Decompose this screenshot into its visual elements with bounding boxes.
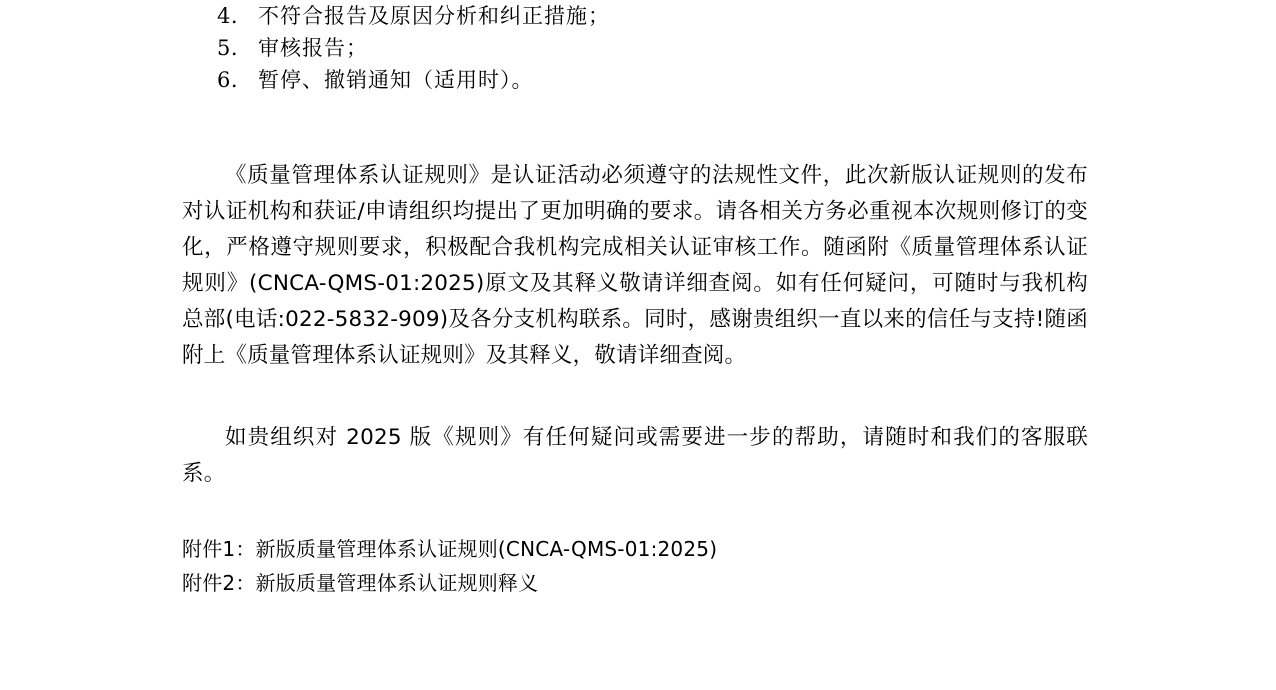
paragraph-support-contact: 如贵组织对 2025 版《规则》有任何疑问或需要进一步的帮助，请随时和我们的客服联系。 [182,425,1088,486]
spacer [182,96,1088,158]
attachment-item: 附件2：新版质量管理体系认证规则释义 [182,571,539,595]
document-body [182,0,1088,600]
list-item-number: 6. [216,68,238,92]
numbered-list [182,0,1088,96]
list-item [182,32,1088,64]
list-item-number: 5. [216,36,238,60]
attachment-item: 附件1：新版质量管理体系认证规则(CNCA-QMS-01:2025) [182,537,718,561]
spacer [182,492,1088,532]
attachment-list [182,532,1088,600]
list-item-number: 4. [216,4,238,28]
list-item [182,64,1088,96]
list-item-label: 审核报告； [258,36,368,60]
list-item-label: 暂停、撤销通知（适用时）。 [258,68,534,92]
paragraph-rules-intro: 《质量管理体系认证规则》是认证活动必须遵守的法规性文件，此次新版认证规则的发布对认证机构和获证/申请组织均提出了更加明确的要求。请各相关方务必重视本次规则修订的变化，严格遵守规则要求，积极配合我机构完成相关认证审核工作。随函附《质量管理体系认证规则》(CNCA-QMS-01:2025)原文及其释义敬请详细查阅。如有任何疑问，可随时与我机构总部(电话:022-5832-909)及各分支机构联系。同时，感谢贵组织一直以来的信任与支持!随函附上《质量管理体系认证规则》及其释义，敬请详细查阅。 [182,163,1088,368]
spacer [182,374,1088,420]
list-item-label: 不符合报告及原因分析和纠正措施； [258,4,610,28]
list-item [182,0,1088,32]
